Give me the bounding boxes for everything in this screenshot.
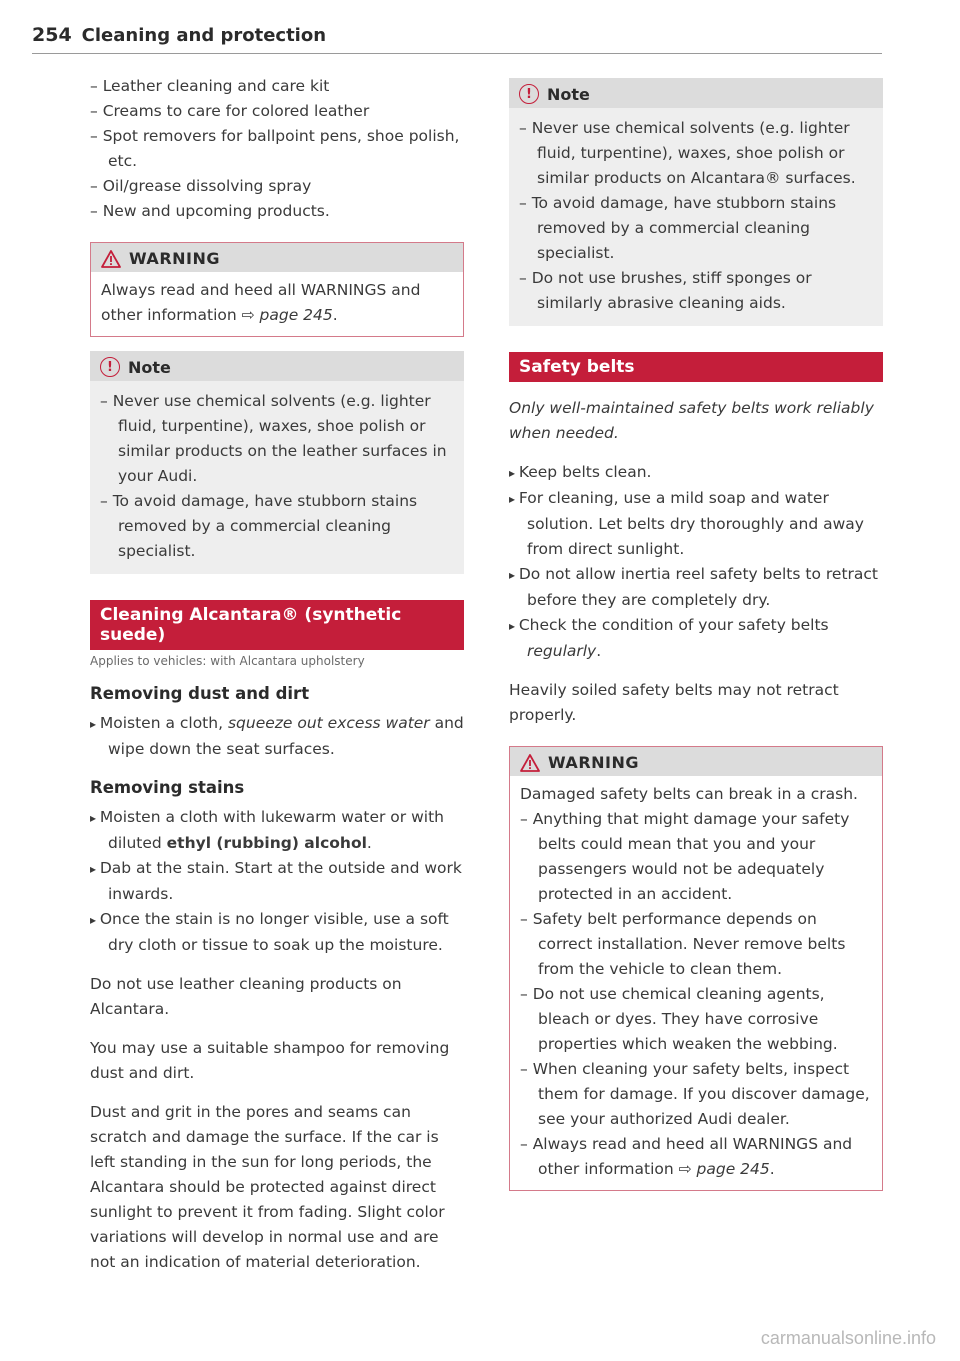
step-emphasis: squeeze out excess water	[227, 714, 430, 732]
stain-steps	[90, 805, 464, 958]
list-item	[90, 805, 464, 856]
list-item: – Never use chemical solvents (e.g. lighter fluid, turpentine), waxes, shoe polish or similar products on the leather surfaces in your Audi.	[100, 389, 454, 489]
warning-sentence: Always read and heed all WARNINGS and other information	[532, 1135, 853, 1178]
list-item	[509, 613, 883, 664]
note-title: Note	[128, 357, 171, 377]
step-bold: ethyl (rubbing) alcohol	[166, 834, 367, 852]
note-body	[90, 381, 464, 574]
dust-steps	[90, 711, 464, 762]
list-item: ▸ Dab at the stain. Start at the outside and work inwards.	[90, 856, 464, 907]
list-item: – Creams to care for colored leather	[90, 99, 464, 124]
step-emphasis: regularly	[527, 642, 597, 660]
step-text: Moisten a cloth,	[99, 714, 228, 732]
note-header	[90, 351, 464, 381]
paragraph: Do not use leather cleaning products on Alcantara.	[90, 975, 402, 1018]
list-item: – Leather cleaning and care kit	[90, 74, 464, 99]
list-item: – Never use chemical solvents (e.g. lighter fluid, turpentine), waxes, shoe polish or similar products on Alcantara® surfaces.	[519, 116, 873, 191]
list-item: ▸ Keep belts clean.	[509, 460, 883, 486]
left-column	[90, 74, 464, 1275]
list-item: – When cleaning your safety belts, inspect them for damage. If you discover damage, see your authorized Audi dealer.	[520, 1057, 872, 1132]
warning-list	[520, 807, 872, 1182]
alcantara-heading: Cleaning Alcantara® (synthetic suede)	[90, 600, 464, 650]
note-list	[100, 389, 454, 564]
dust-heading: Removing dust and dirt	[90, 684, 310, 703]
punctuation: .	[769, 1160, 775, 1178]
warning-text	[101, 278, 453, 328]
watermark: carmanualsonline.info	[760, 1328, 936, 1348]
note-header	[509, 78, 883, 108]
list-item	[90, 711, 464, 762]
step-text: Moisten a cloth with lukewarm water or with diluted	[99, 808, 444, 852]
care-products-list	[90, 74, 464, 224]
step-text: .	[596, 642, 602, 660]
note-box-leather	[90, 351, 464, 574]
list-item: – Safety belt performance depends on correct installation. Never remove belts from the vehicle to clean them.	[520, 907, 872, 982]
info-icon: !	[519, 84, 539, 104]
page-ref-link[interactable]: ⇨ page 245	[678, 1160, 770, 1178]
list-item: – To avoid damage, have stubborn stains removed by a commercial cleaning specialist.	[519, 191, 873, 266]
belts-intro	[509, 396, 883, 446]
note-body	[509, 108, 883, 326]
intro-emphasis: Only well-maintained safety belts work reliably when needed.	[509, 399, 874, 442]
paragraph: You may use a suitable shampoo for removing dust and dirt.	[90, 1039, 450, 1082]
list-item: – Spot removers for ballpoint pens, shoe polish, etc.	[90, 124, 464, 174]
list-item: – Anything that might damage your safety belts could mean that you and your passengers would not be adequately protected in an accident.	[520, 807, 872, 907]
stains-heading: Removing stains	[90, 778, 245, 797]
step-text: .	[366, 834, 372, 852]
punctuation: .	[332, 306, 338, 324]
warning-title: WARNING	[548, 753, 639, 772]
info-icon: !	[100, 357, 120, 377]
list-item: – Do not use chemical cleaning agents, bleach or dyes. They have corrosive properties which weaken the webbing.	[520, 982, 872, 1057]
warning-header	[91, 243, 463, 272]
list-item: – New and upcoming products.	[90, 199, 464, 224]
applies-to: Applies to vehicles: with Alcantara upholstery	[90, 654, 365, 668]
list-item: ▸ Once the stain is no longer visible, use a soft dry cloth or tissue to soak up the moisture.	[90, 907, 464, 958]
list-item: – Oil/grease dissolving spray	[90, 174, 464, 199]
list-item: – To avoid damage, have stubborn stains removed by a commercial cleaning specialist.	[100, 489, 454, 564]
page-ref-link[interactable]: ⇨ page 245	[241, 306, 333, 324]
step-text: and wipe down the seat surfaces.	[108, 714, 464, 758]
paragraph: Dust and grit in the pores and seams can scratch and damage the surface. If the car is left standing in the sun for long periods, the Alcantara should be protected against direct sunlight to prevent it from fading. Slight color variations will develop in normal use and are not an indication of material deterioration.	[90, 1103, 445, 1271]
paragraph: Heavily soiled safety belts may not retract properly.	[509, 681, 839, 724]
list-item: – Do not use brushes, stiff sponges or similarly abrasive cleaning aids.	[519, 266, 873, 316]
section-title: Cleaning and protection	[81, 25, 327, 46]
warning-box-leather	[90, 242, 464, 337]
list-item: ▸ Do not allow inertia reel safety belts to retract before they are completely dry.	[509, 562, 883, 613]
note-list	[519, 116, 873, 316]
list-item	[520, 1132, 872, 1182]
warning-triangle-icon	[101, 250, 121, 268]
warning-header	[510, 747, 882, 776]
right-column	[509, 74, 883, 1191]
note-box-alcantara	[509, 78, 883, 326]
step-text: Check the condition of your safety belts	[518, 616, 829, 634]
page-header	[32, 24, 882, 54]
note-title: Note	[547, 84, 590, 104]
warning-triangle-icon	[520, 754, 540, 772]
page-number: 254	[32, 24, 72, 46]
warning-body	[91, 272, 463, 336]
safety-belts-heading: Safety belts	[509, 352, 883, 382]
warning-sentence: Always read and heed all WARNINGS and other information	[101, 281, 421, 324]
warning-body	[510, 776, 882, 1190]
warning-box-belts	[509, 746, 883, 1191]
belt-steps	[509, 460, 883, 664]
list-item: ▸ For cleaning, use a mild soap and water solution. Let belts dry thoroughly and away from direct sunlight.	[509, 486, 883, 562]
warning-title: WARNING	[129, 249, 220, 268]
warning-lead: Damaged safety belts can break in a crash.	[520, 785, 858, 803]
